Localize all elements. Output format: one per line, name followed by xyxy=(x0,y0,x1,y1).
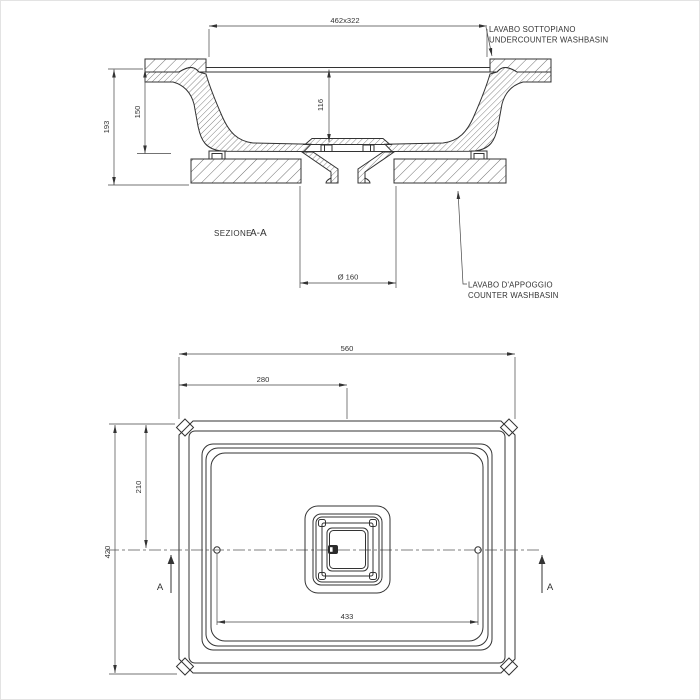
plan-inner-rim xyxy=(189,431,505,663)
dim-hole-span xyxy=(217,554,478,625)
support-block-right xyxy=(394,159,506,183)
dim-basin-height-value: 150 xyxy=(133,105,142,119)
dim-total-height-value: 193 xyxy=(102,120,111,134)
dim-depth xyxy=(103,425,177,674)
note-undercounter-line1: LAVABO SOTTOPIANO xyxy=(489,25,576,34)
plan-corner-chamfers xyxy=(177,419,518,675)
section-arrow-right xyxy=(542,555,554,593)
plan-outline xyxy=(179,421,515,673)
dim-depth-value: 420 xyxy=(103,545,112,559)
drain-cover xyxy=(303,139,392,152)
dim-total-height xyxy=(102,69,189,185)
foot-pad-left xyxy=(209,151,225,159)
note-countertop-line2: COUNTER WASHBASIN xyxy=(468,291,559,300)
section-marker-left-label: A xyxy=(156,582,164,593)
section-title-suffix: A-A xyxy=(250,228,267,239)
dim-bowl-depth xyxy=(316,70,329,143)
basin-wall-right xyxy=(385,68,551,152)
dim-half-depth-value: 210 xyxy=(134,480,143,494)
section-view xyxy=(102,16,608,300)
support-block-left xyxy=(191,159,301,183)
dim-half-depth xyxy=(109,424,175,548)
basin-wall-left xyxy=(145,68,311,152)
section-arrow-left xyxy=(157,555,171,593)
note-countertop-line1: LAVABO D'APPOGGIO xyxy=(468,280,553,290)
dim-drain-value: Ø 160 xyxy=(337,272,359,282)
dim-opening xyxy=(209,16,487,57)
note-undercounter xyxy=(486,25,608,56)
dim-drain-diameter xyxy=(300,186,396,288)
note-undercounter-line2: UNDERCOUNTER WASHBASIN xyxy=(489,35,609,45)
drawing-canvas xyxy=(1,1,700,700)
dim-bowl-depth-value: 116 xyxy=(316,98,325,112)
foot-pad-right xyxy=(471,151,487,159)
section-title-prefix: SEZIONE xyxy=(214,229,252,238)
dim-opening-value: 462x322 xyxy=(330,16,360,25)
dim-center-offset xyxy=(179,375,347,419)
dim-width-value: 560 xyxy=(340,344,354,353)
section-marker-right-label: A xyxy=(546,582,554,593)
section-title xyxy=(214,228,267,239)
note-countertop xyxy=(458,191,559,300)
drain-square xyxy=(305,506,390,593)
plan-view xyxy=(103,344,554,675)
dim-center-offset-value: 280 xyxy=(256,375,270,384)
dim-hole-span-value: 433 xyxy=(340,612,354,621)
drain-logo-mark xyxy=(328,545,338,554)
drain-pipe xyxy=(302,152,394,183)
